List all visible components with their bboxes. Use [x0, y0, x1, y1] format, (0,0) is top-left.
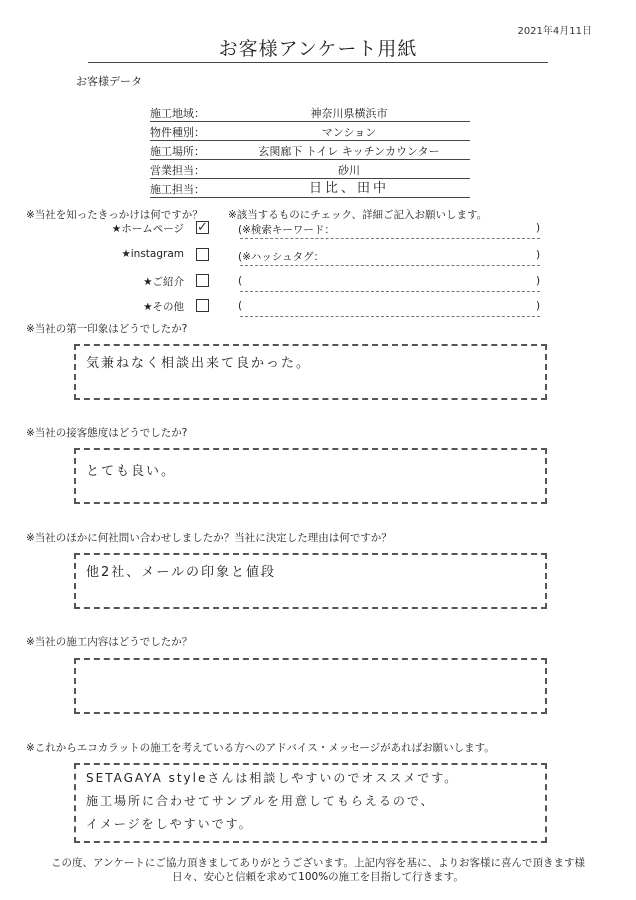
- checkbox-other[interactable]: [196, 299, 209, 312]
- info-label: 施工担当：: [150, 183, 205, 196]
- info-label: 施工地域：: [150, 107, 205, 120]
- answer-box-installation-quality[interactable]: [74, 658, 547, 714]
- info-label: 施工場所：: [150, 145, 205, 158]
- section-heading-customer-data: お客様データ: [76, 75, 142, 88]
- option-detail-close: ): [536, 222, 541, 234]
- checkbox-homepage[interactable]: [196, 221, 209, 234]
- question-installation-quality: ※当社の施工内容はどうでしたか？: [26, 636, 193, 648]
- info-label: 営業担当：: [150, 164, 205, 177]
- detail-line: [240, 238, 540, 239]
- info-row-location: [150, 141, 470, 160]
- info-row-installer: [150, 179, 470, 198]
- answer-box-advice-message[interactable]: [74, 763, 547, 843]
- checkbox-instagram[interactable]: [196, 248, 209, 261]
- customer-info-table: [150, 103, 470, 198]
- answer-box-first-impression[interactable]: [74, 344, 547, 400]
- handwritten-answer-line: 施工場所に合わせてサンプルを用意してもらえるので、: [86, 794, 435, 808]
- option-label: ★ホームページ: [111, 223, 184, 235]
- info-row-property-type: [150, 122, 470, 141]
- option-detail-close: ): [536, 275, 541, 287]
- question-service-attitude: ※当社の接客態度はどうでしたか?: [26, 427, 188, 439]
- question-first-impression: ※当社の第一印象はどうでしたか?: [26, 323, 188, 335]
- info-value: 砂川: [338, 164, 360, 177]
- info-label: 物件種別：: [150, 126, 205, 139]
- handwritten-answer: 他2社、メールの印象と値段: [86, 565, 277, 580]
- option-other: [60, 299, 184, 313]
- option-detail: (※検索キーワード：: [238, 224, 335, 236]
- footer-thanks-line2: 日々、安心と信頼を求めて100%の施工を目指して行きます。: [172, 871, 464, 883]
- question-hint: ※該当するものにチェック、詳細ご記入お願いします。: [228, 209, 488, 221]
- info-value: 玄関廊下 トイレ キッチンカウンター: [258, 145, 440, 158]
- info-value: マンション: [321, 126, 377, 139]
- title-underline: [88, 62, 548, 63]
- info-value-handwritten: 日比、田中: [308, 181, 389, 196]
- option-label: ★instagram: [121, 248, 184, 260]
- question-how-found: ※当社を知ったきっかけは何ですか？: [26, 209, 203, 221]
- answer-box-service-attitude[interactable]: [74, 448, 547, 504]
- detail-line: [240, 265, 540, 266]
- option-detail-close: ): [536, 249, 541, 261]
- option-referral: [60, 274, 184, 288]
- option-detail: (: [238, 275, 243, 287]
- question-other-companies: ※当社のほかに何社問い合わせしましたか？当社に決定した理由は何ですか？: [26, 532, 392, 544]
- option-label: ★ご紹介: [143, 276, 184, 288]
- handwritten-answer: とても良い。: [86, 464, 177, 479]
- answer-box-other-companies[interactable]: [74, 553, 547, 609]
- detail-line: [240, 316, 540, 317]
- option-label: ★その他: [143, 301, 184, 313]
- option-detail: (: [238, 300, 243, 312]
- option-detail: (※ハッシュタグ：: [238, 251, 325, 263]
- handwritten-answer-line: SETAGAYA styleさんは相談しやすいのでオススメです。: [86, 771, 459, 785]
- info-value: 神奈川県横浜市: [310, 107, 388, 120]
- info-row-area: [150, 103, 470, 122]
- survey-date: 2021年4月11日: [517, 26, 592, 37]
- checkmark-icon: ✓: [197, 220, 208, 235]
- checkbox-referral[interactable]: [196, 274, 209, 287]
- option-homepage: [60, 221, 184, 235]
- detail-line: [240, 291, 540, 292]
- handwritten-answer: 気兼ねなく相談出来て良かった。: [86, 356, 312, 371]
- option-instagram: [60, 248, 184, 262]
- option-detail-close: ): [536, 300, 541, 312]
- footer-thanks-line1: この度、アンケートにご協力頂きましてありがとうございます。上記内容を基に、よりお客様に喜んで頂きます様: [50, 857, 586, 869]
- page-title: お客様アンケート用紙: [218, 38, 418, 60]
- handwritten-answer-line: イメージをしやすいです。: [86, 817, 253, 831]
- question-advice-message: ※これからエコカラットの施工を考えている方へのアドバイス・メッセージがあればお願いします。: [26, 742, 495, 754]
